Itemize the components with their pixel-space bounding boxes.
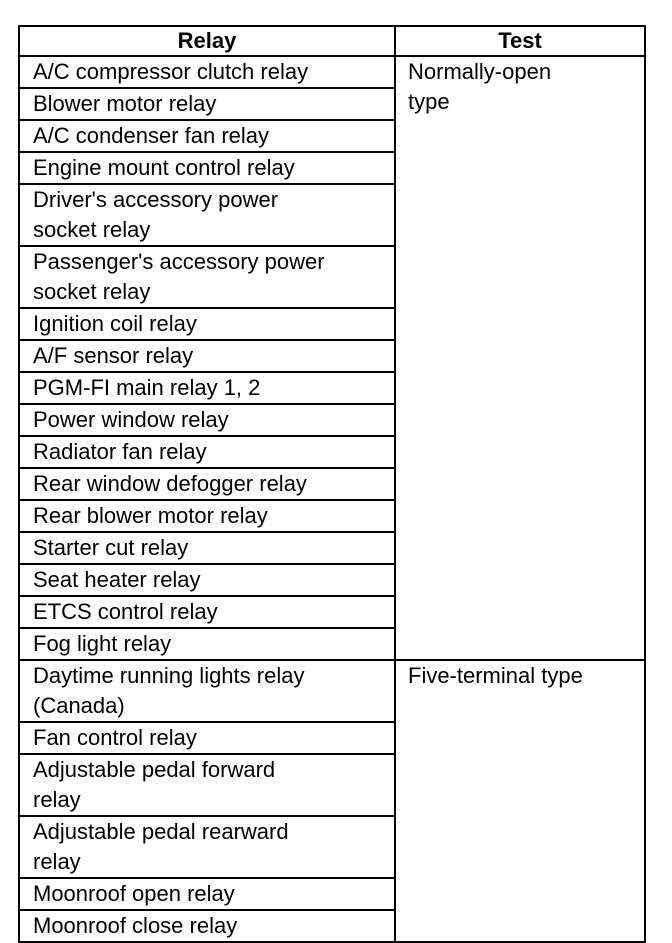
relay-name-text: relay xyxy=(33,849,81,874)
relay-test-table xyxy=(18,25,646,943)
relay-cell xyxy=(19,660,395,722)
relay-cell xyxy=(19,816,395,878)
relay-cell xyxy=(19,436,395,468)
test-type-cell xyxy=(395,56,645,660)
relay-name-text: Passenger's accessory power xyxy=(33,249,325,274)
relay-cell xyxy=(19,404,395,436)
relay-cell xyxy=(19,120,395,152)
relay-cell xyxy=(19,308,395,340)
relay-cell xyxy=(19,628,395,660)
relay-name-text: Radiator fan relay xyxy=(33,439,207,464)
relay-cell xyxy=(19,910,395,942)
relay-name-text: relay xyxy=(33,787,81,812)
relay-name-text: Rear window defogger relay xyxy=(33,471,307,496)
relay-name-text: Daytime running lights relay xyxy=(33,663,305,688)
relay-cell xyxy=(19,372,395,404)
relay-name-text: Rear blower motor relay xyxy=(33,503,268,528)
relay-cell xyxy=(19,878,395,910)
test-column-header: Test xyxy=(395,26,645,56)
relay-cell xyxy=(19,56,395,88)
relay-cell xyxy=(19,722,395,754)
relay-name-text: Engine mount control relay xyxy=(33,155,295,180)
relay-name-text: A/F sensor relay xyxy=(33,343,194,368)
relay-cell xyxy=(19,340,395,372)
relay-name-text: Moonroof close relay xyxy=(33,913,238,938)
relay-name-text: Power window relay xyxy=(33,407,229,432)
test-type-text: Five-terminal type xyxy=(408,663,583,688)
relay-cell xyxy=(19,246,395,308)
relay-cell xyxy=(19,184,395,246)
relay-cell xyxy=(19,754,395,816)
table-row xyxy=(19,56,645,88)
relay-name-text: Driver's accessory power xyxy=(33,187,279,212)
relay-cell xyxy=(19,596,395,628)
relay-cell xyxy=(19,532,395,564)
relay-name-text: socket relay xyxy=(33,279,151,304)
relay-cell xyxy=(19,88,395,120)
relay-cell xyxy=(19,564,395,596)
relay-name-text: Blower motor relay xyxy=(33,91,217,116)
test-type-text: type xyxy=(408,89,450,114)
relay-name-text: A/C condenser fan relay xyxy=(33,123,270,148)
header-row xyxy=(19,26,645,56)
relay-name-text: Adjustable pedal forward xyxy=(33,757,276,782)
table-body xyxy=(19,56,645,942)
relay-name-text: Starter cut relay xyxy=(33,535,189,560)
relay-name-text: Seat heater relay xyxy=(33,567,201,592)
relay-cell xyxy=(19,152,395,184)
relay-name-text: Moonroof open relay xyxy=(33,881,235,906)
relay-cell xyxy=(19,468,395,500)
table-row xyxy=(19,660,645,722)
relay-name-text: Fog light relay xyxy=(33,631,172,656)
relay-name-text: (Canada) xyxy=(33,693,125,718)
relay-name-text: PGM-FI main relay 1, 2 xyxy=(33,375,261,400)
relay-column-header: Relay xyxy=(19,26,395,56)
test-type-cell xyxy=(395,660,645,942)
relay-name-text: Adjustable pedal rearward xyxy=(33,819,289,844)
relay-name-text: ETCS control relay xyxy=(33,599,218,624)
relay-name-text: A/C compressor clutch relay xyxy=(33,59,309,84)
test-type-text: Normally-open xyxy=(408,59,552,84)
relay-name-text: Fan control relay xyxy=(33,725,197,750)
relay-name-text: Ignition coil relay xyxy=(33,311,197,336)
relay-name-text: socket relay xyxy=(33,217,151,242)
relay-cell xyxy=(19,500,395,532)
